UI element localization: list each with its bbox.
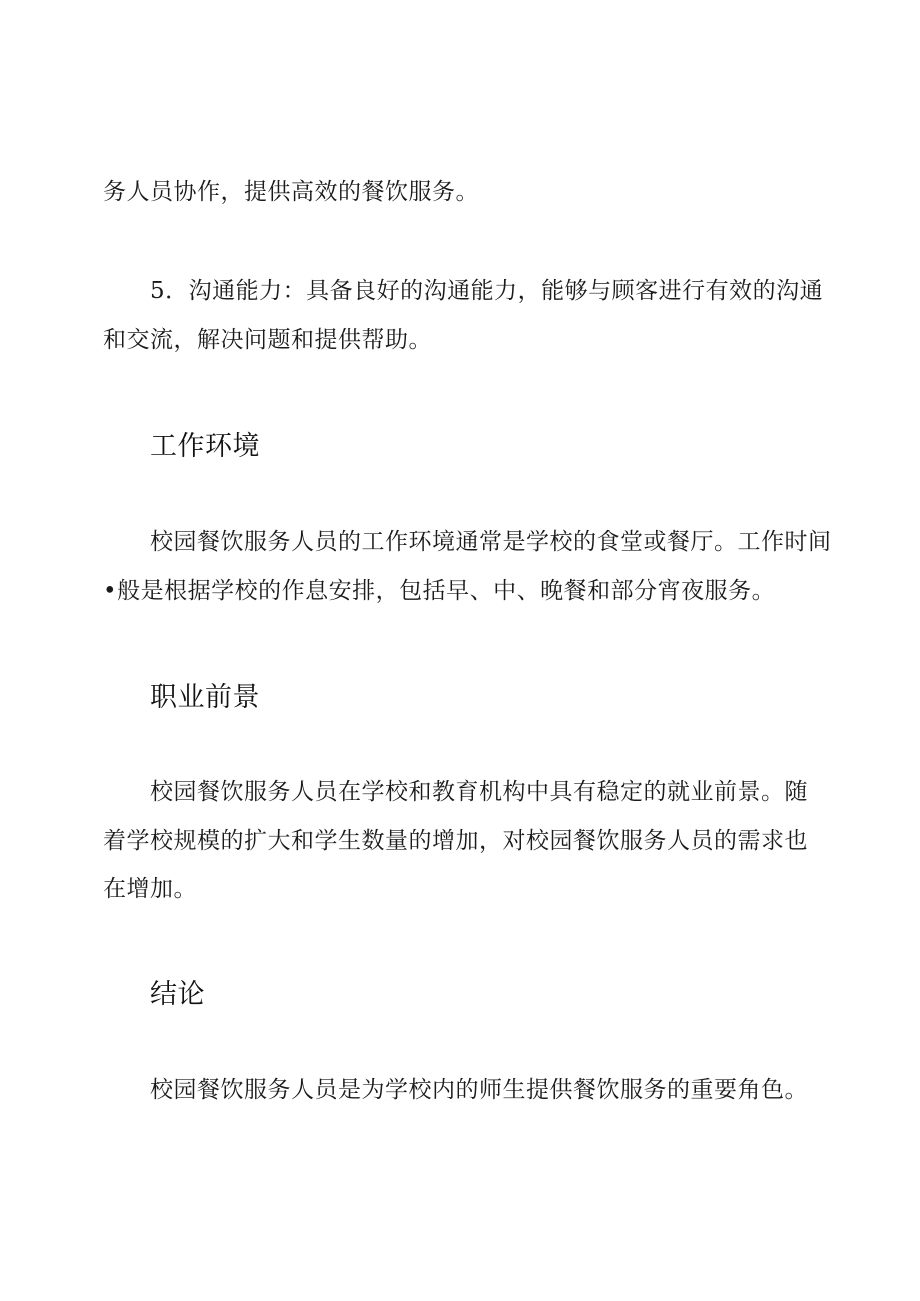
paragraph-text-line: 着学校规模的扩大和学生数量的增加，对校园餐饮服务人员的需求也 [103,828,808,854]
paragraph-text-line: 校园餐饮服务人员是为学校内的师生提供餐饮服务的重要角色。 [150,1077,808,1103]
paragraph-text-line: 在增加。 [103,876,197,902]
section-heading-career-prospects: 职业前景 [150,682,260,713]
paragraph-text-line: •般是根据学校的作息安排，包括早、中、晚餐和部分宵夜服务。 [103,578,776,604]
section-heading-conclusion: 结论 [150,979,205,1010]
paragraph-text-line: 务人员协作，提供高效的餐饮服务。 [103,179,479,205]
paragraph-text-line: 校园餐饮服务人员在学校和教育机构中具有稳定的就业前景。随 [150,779,808,805]
paragraph-text-line: 5．沟通能力：具备良好的沟通能力，能够与顾客进行有效的沟通 [150,278,824,304]
section-heading-work-environment: 工作环境 [150,431,260,462]
paragraph-text-line: 和交流，解决问题和提供帮助。 [103,327,432,353]
paragraph-text-line: 校园餐饮服务人员的工作环境通常是学校的食堂或餐厅。工作时间 [150,529,832,555]
